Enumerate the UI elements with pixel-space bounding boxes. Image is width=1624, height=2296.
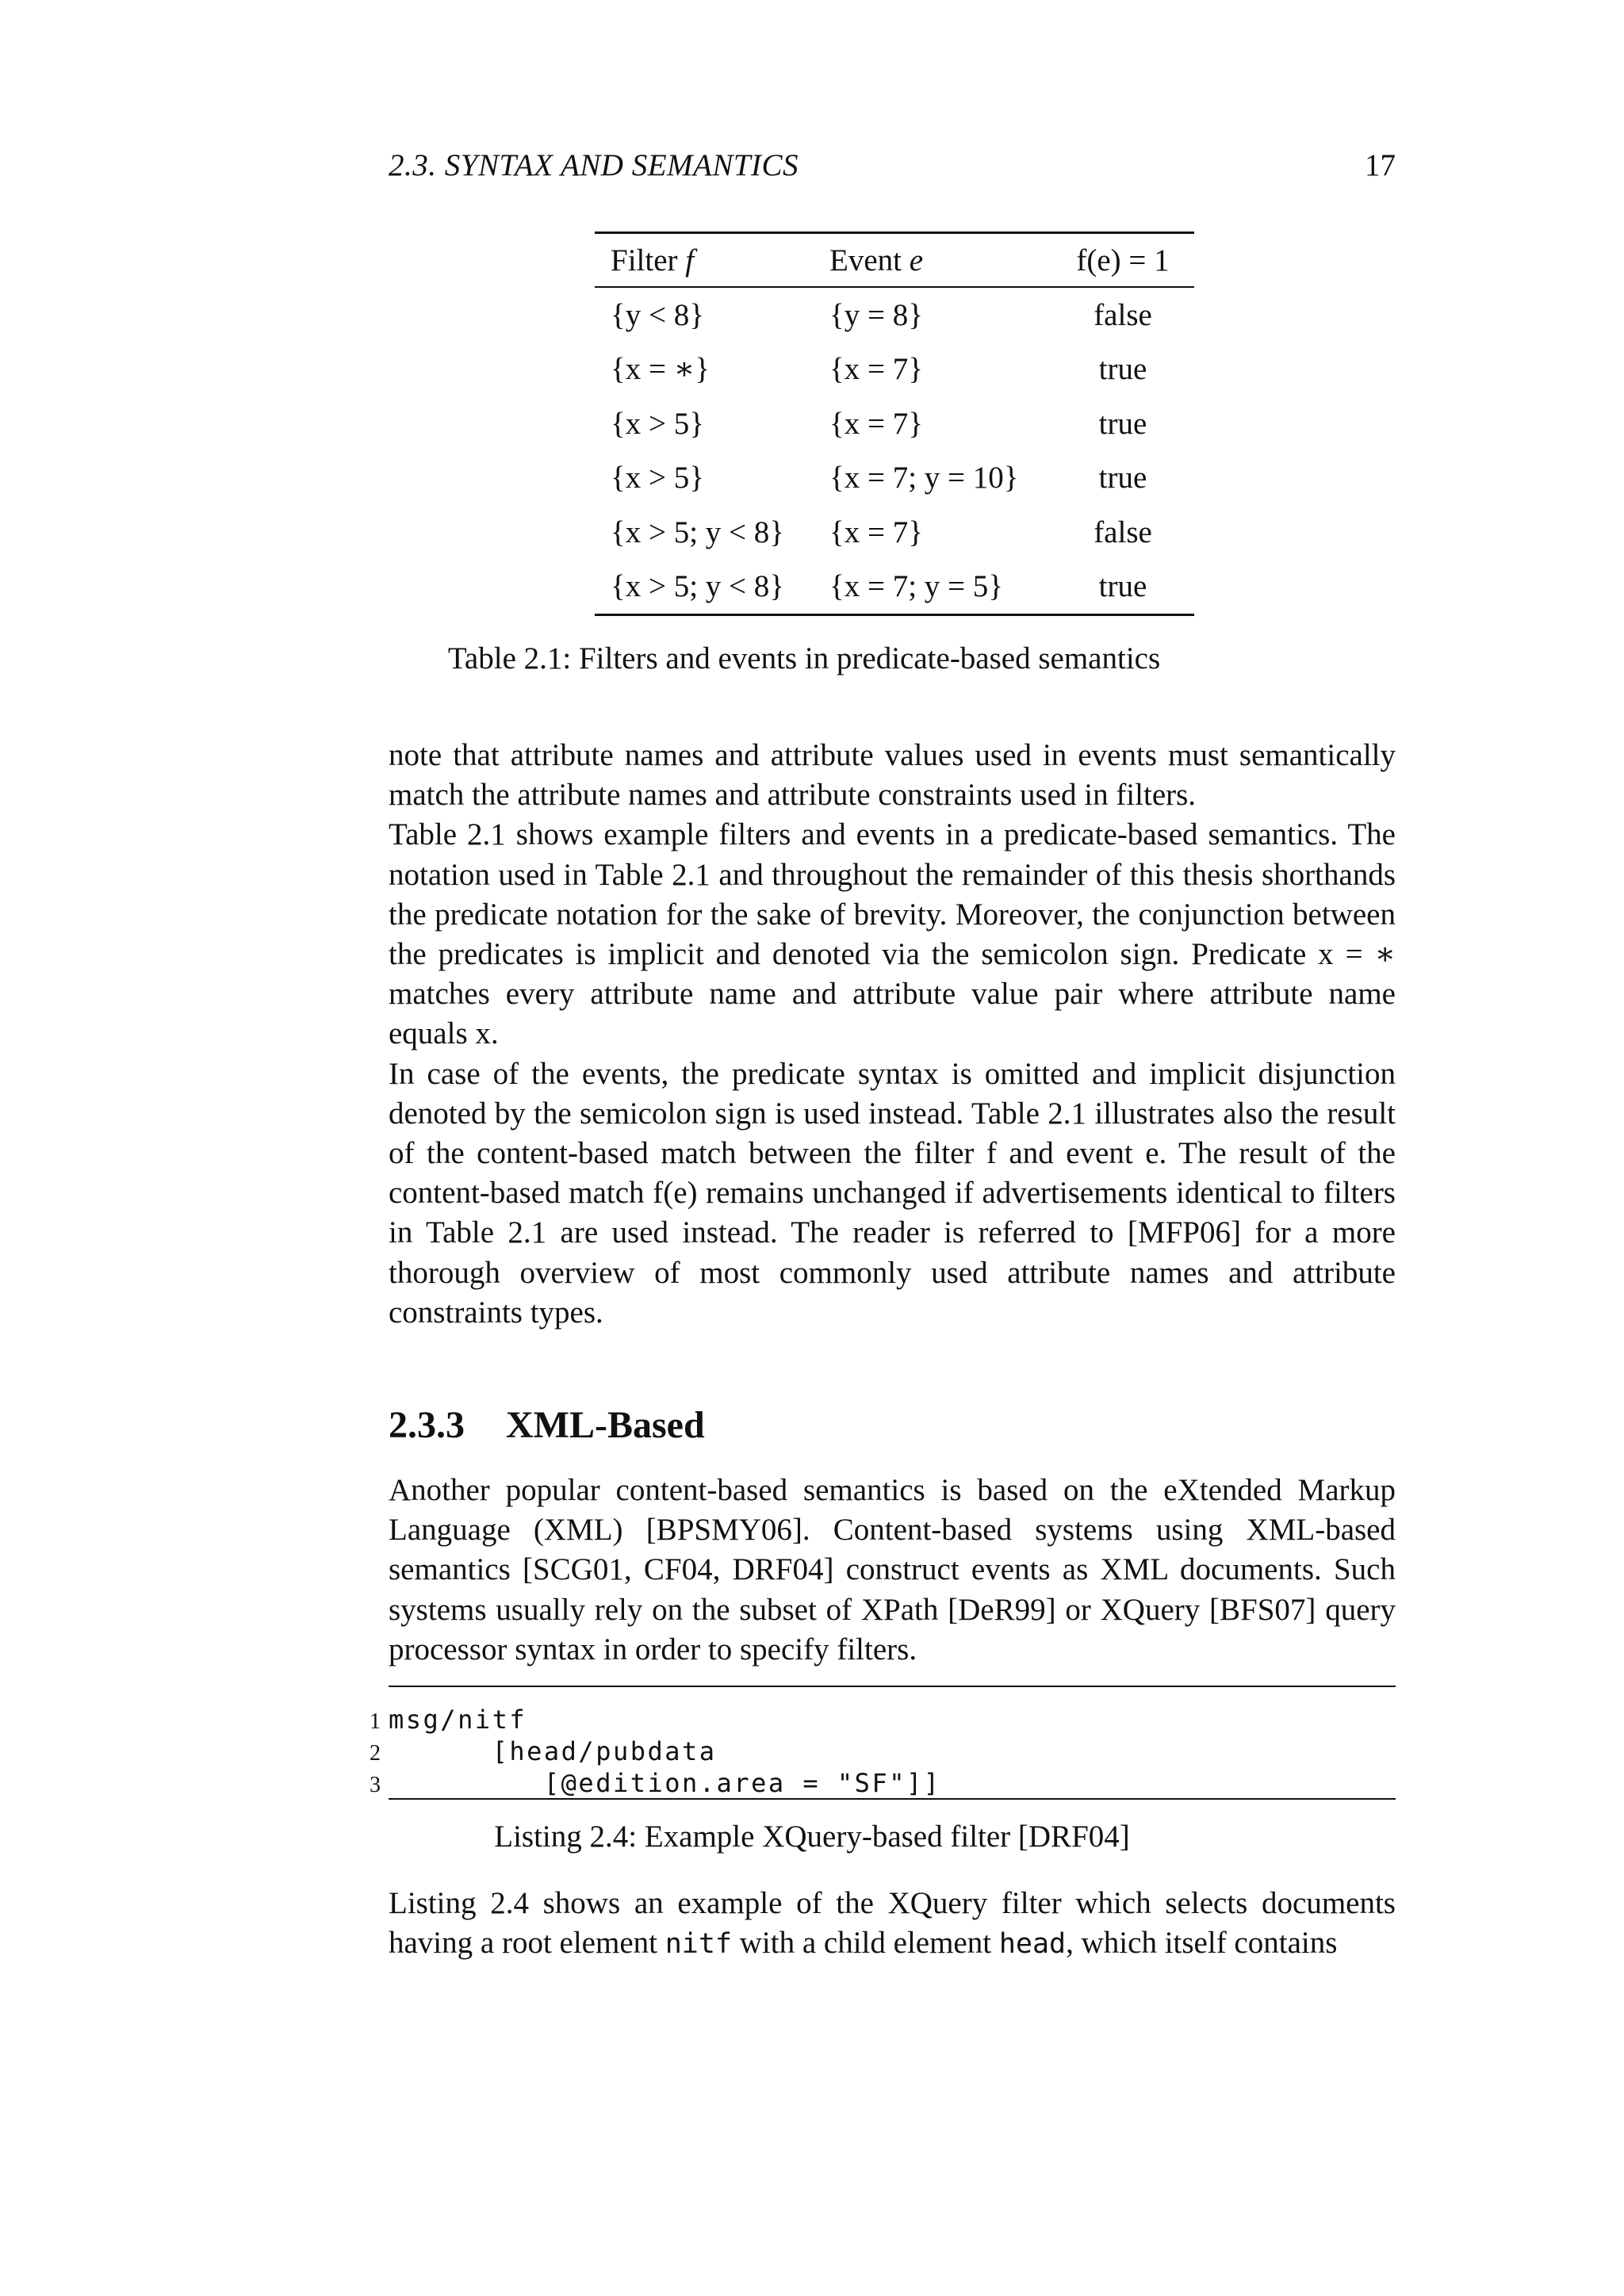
section-heading	[389, 1403, 705, 1447]
cell-result: false	[1094, 515, 1152, 549]
cell-event: {x = 7}	[829, 515, 923, 549]
cell-result: true	[1098, 352, 1147, 387]
filters-events-table	[595, 232, 1194, 616]
code-line	[349, 1705, 527, 1735]
code-text: [head/pubdata	[389, 1736, 717, 1766]
cell-event: {x = 7}	[829, 406, 923, 441]
cell-filter: {x = ∗}	[611, 352, 710, 387]
cell-result: true	[1098, 406, 1147, 441]
section-paragraph: Another popular content-based semantics is based on the eXtended Markup Language (XML) [BPSMY06]. Content-based systems using XML-based semantics [SCG01, CF04, DRF04] construct events as XML documents. Such systems usually rely on the subset of XPath [DeR99] or XQuery [BFS07] query processor syntax in order to specify filters.	[389, 1473, 1396, 1667]
cell-filter: {x > 5}	[611, 406, 704, 441]
cell-event: {x = 7}	[829, 352, 923, 387]
body-text	[389, 736, 1396, 1333]
table-body	[595, 288, 1194, 614]
cell-result: false	[1094, 297, 1152, 332]
paragraph-3: In case of the events, the predicate syntax is omitted and implicit disjunction denoted by the semicolon sign is used instead. Table 2.1 illustrates also the result of the content-based match between the filter f and event e. The result of the content-based match f(e) remains unchanged if advertisements identical to filters in Table 2.1 are used instead. The reader is referred to [MFP06] for a more thorough overview of most commonly used attribute names and attribute constraints types.	[389, 1056, 1396, 1330]
listing-bottom-rule	[389, 1798, 1396, 1800]
cell-filter: {x > 5}	[611, 461, 704, 496]
cell-result: true	[1098, 461, 1147, 496]
page-number: 17	[1365, 148, 1396, 182]
line-number: 3	[370, 1773, 381, 1797]
line-number: 1	[370, 1709, 381, 1734]
section-title: XML-Based	[506, 1404, 705, 1446]
table-bottom-rule	[595, 614, 1194, 616]
cell-event: {x = 7; y = 5}	[829, 569, 1004, 604]
closing-paragraph: Listing 2.4 shows an example of the XQuery filter which selects documents having a root element nitf with a child element head, which itself contains	[389, 1886, 1396, 1961]
cell-filter: {x > 5; y < 8}	[611, 515, 785, 549]
section-number: 2.3.3	[389, 1404, 465, 1446]
cell-filter: {y < 8}	[611, 297, 704, 332]
table-caption: Table 2.1: Filters and events in predicate-based semantics	[447, 641, 1161, 675]
header-event: Event e	[829, 243, 924, 277]
table-row	[595, 396, 1194, 451]
table-row	[595, 342, 1194, 397]
table-row	[595, 505, 1194, 560]
cell-filter: {x > 5; y < 8}	[611, 569, 785, 604]
listing-top-rule	[389, 1686, 1396, 1687]
running-title: 2.3. SYNTAX AND SEMANTICS	[389, 148, 799, 182]
table-row	[595, 451, 1194, 506]
table-row	[595, 288, 1194, 342]
code-head: head	[998, 1928, 1067, 1961]
line-number: 2	[370, 1741, 381, 1766]
table-header-row	[595, 234, 1194, 286]
code-nitf: nitf	[665, 1928, 733, 1961]
cell-result: true	[1098, 569, 1147, 604]
cell-event: {x = 7; y = 10}	[829, 461, 1019, 496]
code-text: msg/nitf	[389, 1705, 527, 1735]
header-filter: Filter f	[611, 243, 695, 277]
paragraph-1: note that attribute names and attribute values used in events must semantically match the attribute names and attribute constraints used in filters.	[389, 738, 1396, 813]
code-line	[349, 1736, 717, 1766]
code-text: [@edition.area = "SF"]]	[389, 1768, 941, 1798]
code-line	[349, 1768, 941, 1798]
header-result: f(e) = 1	[1076, 243, 1170, 277]
cell-event: {y = 8}	[829, 297, 923, 332]
table-row	[595, 560, 1194, 614]
paragraph-2: Table 2.1 shows example filters and events in a predicate-based semantics. The notation used in Table 2.1 and throughout the remainder of this thesis shorthands the predicate notation for the sake of brevity. Moreover, the conjunction between the predicates is implicit and denoted via the semicolon sign. Predicate x = ∗ matches every attribute name and attribute value pair where attribute name equals x.	[389, 817, 1396, 1051]
listing-caption: Listing 2.4: Example XQuery-based filter [DRF04]	[494, 1820, 1130, 1854]
